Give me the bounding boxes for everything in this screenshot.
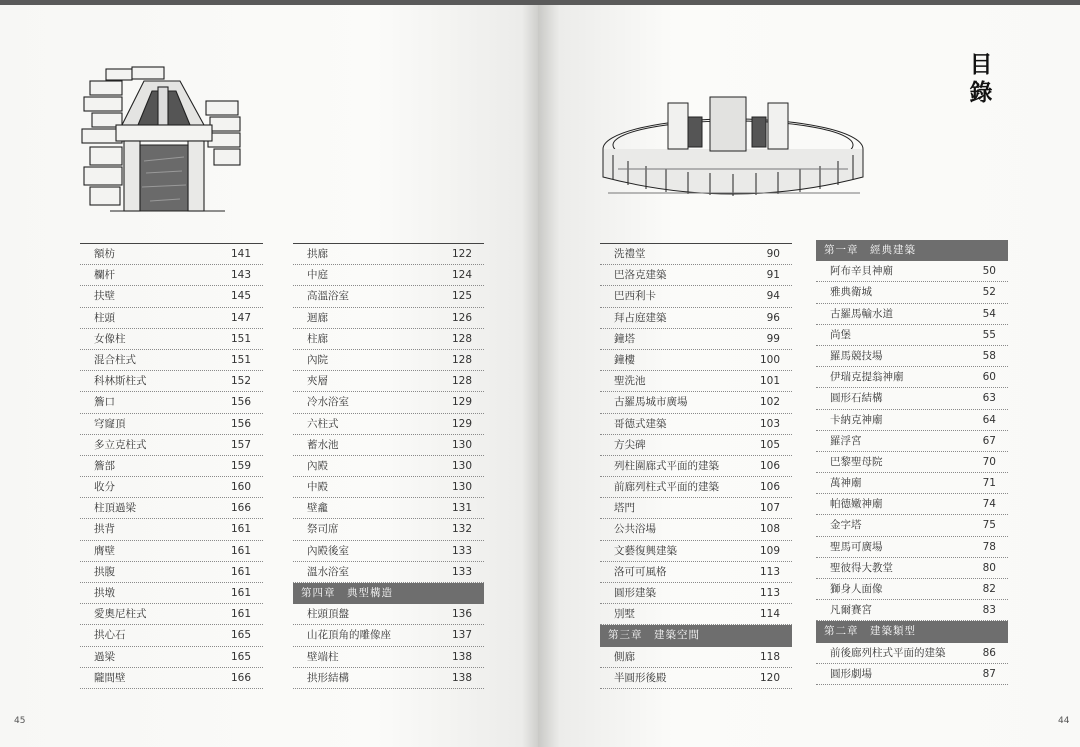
entry-term: 雅典衛城 bbox=[830, 286, 872, 299]
entry-term: 鐘塔 bbox=[614, 332, 635, 345]
entry-term: 巴黎聖母院 bbox=[830, 455, 883, 468]
entry-term: 側廊 bbox=[614, 650, 635, 663]
entry-page-number: 99 bbox=[766, 332, 780, 345]
entry-page-number: 75 bbox=[982, 519, 996, 532]
index-entry bbox=[600, 498, 792, 519]
entry-page-number: 133 bbox=[451, 544, 472, 557]
entry-term: 文藝復興建築 bbox=[614, 544, 677, 557]
index-entry bbox=[293, 371, 484, 392]
entry-term: 柱頭 bbox=[94, 311, 115, 324]
entry-page-number: 50 bbox=[982, 265, 996, 278]
entry-page-number: 157 bbox=[230, 438, 251, 451]
index-entry bbox=[816, 325, 1008, 346]
entry-page-number: 64 bbox=[982, 413, 996, 426]
entry-page-number: 143 bbox=[230, 269, 251, 282]
entry-page-number: 136 bbox=[451, 608, 472, 621]
entry-term: 混合柱式 bbox=[94, 353, 136, 366]
entry-term: 拱墩 bbox=[94, 587, 115, 599]
entry-page-number: 86 bbox=[982, 646, 996, 659]
entry-page-number: 100 bbox=[759, 353, 780, 366]
index-entry bbox=[80, 244, 263, 265]
entry-page-number: 128 bbox=[451, 353, 472, 366]
entry-term: 柱廊 bbox=[307, 332, 328, 345]
index-entry bbox=[293, 329, 484, 350]
index-entry bbox=[600, 308, 792, 329]
entry-page-number: 55 bbox=[982, 328, 996, 341]
chapter-heading-text: 第一章 經典建築 bbox=[824, 244, 916, 256]
entry-page-number: 147 bbox=[230, 311, 251, 324]
index-entry bbox=[816, 537, 1008, 558]
right-col1-rows bbox=[600, 244, 792, 689]
index-entry bbox=[293, 625, 484, 646]
entry-page-number: 103 bbox=[759, 417, 780, 430]
index-entry bbox=[293, 541, 484, 562]
entry-term: 壁龕 bbox=[307, 502, 328, 515]
left-col2-rows bbox=[293, 244, 484, 689]
gate-illustration bbox=[80, 61, 245, 213]
entry-page-number: 120 bbox=[759, 671, 780, 684]
entry-page-number: 87 bbox=[982, 667, 996, 680]
index-entry bbox=[293, 647, 484, 668]
index-entry bbox=[600, 414, 792, 435]
index-entry bbox=[293, 477, 484, 498]
entry-page-number: 138 bbox=[451, 671, 472, 684]
entry-page-number: 106 bbox=[759, 459, 780, 472]
entry-term: 冷水浴室 bbox=[307, 396, 349, 409]
index-entry bbox=[600, 562, 792, 583]
entry-page-number: 151 bbox=[230, 332, 251, 345]
entry-term: 祭司席 bbox=[307, 523, 339, 536]
entry-term: 科林斯柱式 bbox=[94, 375, 147, 388]
entry-page-number: 152 bbox=[230, 375, 251, 388]
entry-term: 方尖碑 bbox=[614, 438, 646, 451]
chapter-heading bbox=[293, 583, 484, 604]
entry-term: 巴西利卡 bbox=[614, 290, 656, 303]
entry-term: 獅身人面像 bbox=[830, 583, 883, 595]
index-entry bbox=[80, 668, 263, 689]
index-entry bbox=[600, 265, 792, 286]
entry-page-number: 83 bbox=[982, 604, 996, 617]
index-entry bbox=[816, 558, 1008, 579]
entry-term: 簷部 bbox=[94, 459, 115, 472]
entry-page-number: 133 bbox=[451, 565, 472, 578]
entry-page-number: 91 bbox=[766, 269, 780, 282]
entry-term: 古羅馬城市廣場 bbox=[614, 396, 688, 409]
index-entry bbox=[600, 668, 792, 689]
entry-term: 內殿 bbox=[307, 459, 328, 472]
entry-term: 前廊列柱式平面的建築 bbox=[614, 481, 719, 494]
entry-page-number: 113 bbox=[759, 587, 780, 599]
entry-page-number: 160 bbox=[230, 481, 251, 494]
entry-term: 夾層 bbox=[307, 375, 328, 388]
entry-term: 萬神廟 bbox=[830, 477, 862, 490]
entry-term: 穹窿頂 bbox=[94, 417, 126, 430]
index-entry bbox=[80, 329, 263, 350]
index-entry bbox=[600, 435, 792, 456]
entry-term: 拱心石 bbox=[94, 629, 126, 642]
index-entry bbox=[80, 456, 263, 477]
entry-term: 山花頂角的雕像座 bbox=[307, 629, 391, 642]
entry-term: 隴間壁 bbox=[94, 671, 126, 684]
entry-page-number: 109 bbox=[759, 544, 780, 557]
index-entry bbox=[600, 392, 792, 413]
index-entry bbox=[293, 392, 484, 413]
entry-term: 蓄水池 bbox=[307, 438, 339, 451]
entry-term: 拱腹 bbox=[94, 565, 115, 578]
entry-term: 溫水浴室 bbox=[307, 565, 349, 578]
entry-page-number: 122 bbox=[451, 248, 472, 260]
entry-page-number: 105 bbox=[759, 438, 780, 451]
entry-term: 柱頭頂盤 bbox=[307, 608, 349, 621]
entry-page-number: 128 bbox=[451, 332, 472, 345]
entry-term: 列柱圍廊式平面的建築 bbox=[614, 459, 719, 472]
right-page bbox=[538, 5, 1080, 747]
entry-page-number: 90 bbox=[766, 248, 780, 260]
entry-page-number: 94 bbox=[766, 290, 780, 303]
entry-term: 巴洛克建築 bbox=[614, 269, 667, 282]
index-entry bbox=[80, 541, 263, 562]
stone-circle-illustration bbox=[598, 89, 868, 201]
entry-term: 卡納克神廟 bbox=[830, 413, 883, 426]
entry-term: 羅馬競技場 bbox=[830, 349, 883, 362]
entry-term: 拜占庭建築 bbox=[614, 311, 667, 324]
entry-term: 金字塔 bbox=[830, 519, 862, 532]
entry-term: 伊瑞克提翁神廟 bbox=[830, 371, 904, 384]
entry-page-number: 96 bbox=[766, 311, 780, 324]
index-entry bbox=[80, 350, 263, 371]
index-entry bbox=[293, 244, 484, 265]
entry-page-number: 108 bbox=[759, 523, 780, 536]
entry-term: 洛可可風格 bbox=[614, 565, 667, 578]
index-entry bbox=[816, 431, 1008, 452]
entry-page-number: 165 bbox=[230, 650, 251, 663]
entry-term: 鐘樓 bbox=[614, 353, 635, 366]
entry-term: 愛奧尼柱式 bbox=[94, 608, 147, 621]
entry-term: 塔門 bbox=[614, 502, 635, 515]
entry-page-number: 141 bbox=[230, 248, 251, 260]
entry-page-number: 74 bbox=[982, 498, 996, 511]
index-entry bbox=[80, 435, 263, 456]
entry-page-number: 67 bbox=[982, 434, 996, 447]
index-entry bbox=[80, 604, 263, 625]
index-entry bbox=[600, 519, 792, 540]
chapter-heading-text: 第二章 建築類型 bbox=[824, 625, 916, 638]
left-col1-rows bbox=[80, 244, 263, 689]
index-entry bbox=[80, 414, 263, 435]
entry-term: 洗禮堂 bbox=[614, 248, 646, 260]
right-col2-index bbox=[816, 240, 1008, 685]
entry-page-number: 156 bbox=[230, 417, 251, 430]
entry-term: 聖彼得大教堂 bbox=[830, 561, 893, 574]
index-entry bbox=[80, 477, 263, 498]
entry-page-number: 71 bbox=[982, 477, 996, 490]
entry-term: 簷口 bbox=[94, 396, 115, 409]
entry-page-number: 106 bbox=[759, 481, 780, 494]
left-page bbox=[0, 5, 538, 747]
index-entry bbox=[80, 371, 263, 392]
entry-term: 拱廊 bbox=[307, 248, 328, 260]
entry-term: 女像柱 bbox=[94, 332, 126, 345]
left-col2-index bbox=[293, 243, 484, 689]
entry-term: 柱頂過梁 bbox=[94, 502, 136, 515]
index-entry bbox=[600, 244, 792, 265]
index-entry bbox=[600, 604, 792, 625]
chapter-heading bbox=[816, 621, 1008, 642]
entry-term: 尚堡 bbox=[830, 328, 851, 341]
entry-page-number: 161 bbox=[230, 587, 251, 599]
index-entry bbox=[816, 473, 1008, 494]
entry-term: 高溫浴室 bbox=[307, 290, 349, 303]
entry-term: 中庭 bbox=[307, 269, 328, 282]
entry-page-number: 80 bbox=[982, 561, 996, 574]
entry-page-number: 129 bbox=[451, 396, 472, 409]
index-entry bbox=[293, 265, 484, 286]
index-entry bbox=[80, 498, 263, 519]
index-entry bbox=[600, 477, 792, 498]
index-entry bbox=[816, 346, 1008, 367]
index-entry bbox=[816, 664, 1008, 685]
index-entry bbox=[600, 541, 792, 562]
index-entry bbox=[80, 308, 263, 329]
index-entry bbox=[80, 583, 263, 604]
index-entry bbox=[80, 625, 263, 646]
entry-term: 收分 bbox=[94, 481, 115, 494]
entry-page-number: 54 bbox=[982, 307, 996, 320]
entry-page-number: 129 bbox=[451, 417, 472, 430]
entry-page-number: 63 bbox=[982, 392, 996, 405]
entry-term: 迴廊 bbox=[307, 311, 328, 324]
index-entry bbox=[80, 392, 263, 413]
entry-page-number: 161 bbox=[230, 523, 251, 536]
entry-page-number: 151 bbox=[230, 353, 251, 366]
entry-term: 內殿後室 bbox=[307, 544, 349, 557]
entry-term: 壁端柱 bbox=[307, 650, 339, 663]
entry-page-number: 126 bbox=[451, 311, 472, 324]
index-entry bbox=[80, 647, 263, 668]
entry-term: 扶壁 bbox=[94, 290, 115, 303]
index-entry bbox=[293, 435, 484, 456]
entry-term: 哥德式建築 bbox=[614, 417, 667, 430]
toc-title-char-1: 目 bbox=[969, 51, 993, 78]
entry-term: 聖洗池 bbox=[614, 375, 646, 388]
index-entry bbox=[600, 350, 792, 371]
entry-term: 拱形結構 bbox=[307, 671, 349, 684]
index-entry bbox=[80, 519, 263, 540]
entry-page-number: 145 bbox=[230, 290, 251, 303]
entry-page-number: 159 bbox=[230, 459, 251, 472]
entry-term: 膺壁 bbox=[94, 544, 115, 557]
entry-page-number: 161 bbox=[230, 608, 251, 621]
chapter-heading-text: 第三章 建築空間 bbox=[608, 629, 700, 642]
index-entry bbox=[816, 494, 1008, 515]
entry-page-number: 131 bbox=[451, 502, 472, 515]
right-page-number: 44 bbox=[1058, 716, 1070, 726]
index-entry bbox=[293, 562, 484, 583]
index-entry bbox=[600, 286, 792, 307]
entry-term: 額枋 bbox=[94, 248, 115, 260]
index-entry bbox=[816, 600, 1008, 621]
index-entry bbox=[600, 456, 792, 477]
index-entry bbox=[600, 329, 792, 350]
entry-term: 阿布辛貝神廟 bbox=[830, 265, 893, 278]
index-entry bbox=[80, 286, 263, 307]
index-entry bbox=[816, 282, 1008, 303]
entry-page-number: 137 bbox=[451, 629, 472, 642]
index-entry bbox=[816, 643, 1008, 664]
index-entry bbox=[293, 519, 484, 540]
entry-page-number: 132 bbox=[451, 523, 472, 536]
entry-term: 聖馬可廣場 bbox=[830, 540, 883, 553]
entry-page-number: 130 bbox=[451, 459, 472, 472]
entry-term: 凡爾賽宮 bbox=[830, 604, 872, 617]
entry-term: 別墅 bbox=[614, 608, 635, 621]
index-entry bbox=[600, 371, 792, 392]
index-entry bbox=[293, 498, 484, 519]
entry-page-number: 78 bbox=[982, 540, 996, 553]
index-entry bbox=[600, 647, 792, 668]
entry-page-number: 52 bbox=[982, 286, 996, 299]
entry-page-number: 114 bbox=[759, 608, 780, 621]
entry-term: 帕德嫩神廟 bbox=[830, 498, 883, 511]
left-col1-index bbox=[80, 243, 263, 689]
index-entry bbox=[816, 261, 1008, 282]
entry-page-number: 113 bbox=[759, 565, 780, 578]
index-entry bbox=[293, 604, 484, 625]
entry-term: 拱背 bbox=[94, 523, 115, 536]
entry-page-number: 130 bbox=[451, 438, 472, 451]
entry-page-number: 128 bbox=[451, 375, 472, 388]
entry-term: 古羅馬輸水道 bbox=[830, 307, 893, 320]
index-entry bbox=[293, 668, 484, 689]
index-entry bbox=[816, 452, 1008, 473]
entry-page-number: 156 bbox=[230, 396, 251, 409]
chapter-heading bbox=[600, 625, 792, 646]
entry-page-number: 60 bbox=[982, 371, 996, 384]
index-entry bbox=[293, 456, 484, 477]
entry-term: 內院 bbox=[307, 353, 328, 366]
left-page-number: 45 bbox=[14, 716, 26, 726]
entry-page-number: 124 bbox=[451, 269, 472, 282]
toc-title-char-2: 錄 bbox=[969, 79, 993, 106]
index-entry bbox=[816, 367, 1008, 388]
right-col1-index bbox=[600, 243, 792, 689]
entry-page-number: 118 bbox=[759, 650, 780, 663]
index-entry bbox=[293, 414, 484, 435]
entry-term: 公共浴場 bbox=[614, 523, 656, 536]
entry-term: 中殿 bbox=[307, 481, 328, 494]
entry-page-number: 130 bbox=[451, 481, 472, 494]
entry-page-number: 161 bbox=[230, 544, 251, 557]
index-entry bbox=[816, 410, 1008, 431]
entry-term: 圓形建築 bbox=[614, 587, 656, 599]
entry-term: 六柱式 bbox=[307, 417, 339, 430]
index-entry bbox=[816, 515, 1008, 536]
index-entry bbox=[293, 286, 484, 307]
entry-page-number: 166 bbox=[230, 671, 251, 684]
chapter-heading-text: 第四章 典型構造 bbox=[301, 587, 393, 599]
entry-page-number: 107 bbox=[759, 502, 780, 515]
index-entry bbox=[80, 562, 263, 583]
entry-page-number: 58 bbox=[982, 349, 996, 362]
entry-page-number: 166 bbox=[230, 502, 251, 515]
chapter-heading bbox=[816, 240, 1008, 261]
entry-page-number: 138 bbox=[451, 650, 472, 663]
index-entry bbox=[600, 583, 792, 604]
entry-term: 半圓形後殿 bbox=[614, 671, 667, 684]
entry-term: 過梁 bbox=[94, 650, 115, 663]
entry-term: 羅浮宮 bbox=[830, 434, 862, 447]
entry-page-number: 165 bbox=[230, 629, 251, 642]
entry-page-number: 161 bbox=[230, 565, 251, 578]
entry-page-number: 102 bbox=[759, 396, 780, 409]
index-entry bbox=[816, 579, 1008, 600]
index-entry bbox=[816, 304, 1008, 325]
right-col2-rows bbox=[816, 240, 1008, 685]
entry-page-number: 125 bbox=[451, 290, 472, 303]
entry-page-number: 70 bbox=[982, 455, 996, 468]
entry-term: 欄杆 bbox=[94, 269, 115, 282]
index-entry bbox=[293, 350, 484, 371]
index-entry bbox=[293, 308, 484, 329]
entry-term: 圓形石結構 bbox=[830, 392, 883, 405]
entry-term: 前後廊列柱式平面的建築 bbox=[830, 646, 946, 659]
index-entry bbox=[80, 265, 263, 286]
entry-page-number: 101 bbox=[759, 375, 780, 388]
entry-term: 多立克柱式 bbox=[94, 438, 147, 451]
index-entry bbox=[816, 388, 1008, 409]
toc-title bbox=[966, 51, 996, 107]
entry-page-number: 82 bbox=[982, 583, 996, 595]
entry-term: 圓形劇場 bbox=[830, 667, 872, 680]
